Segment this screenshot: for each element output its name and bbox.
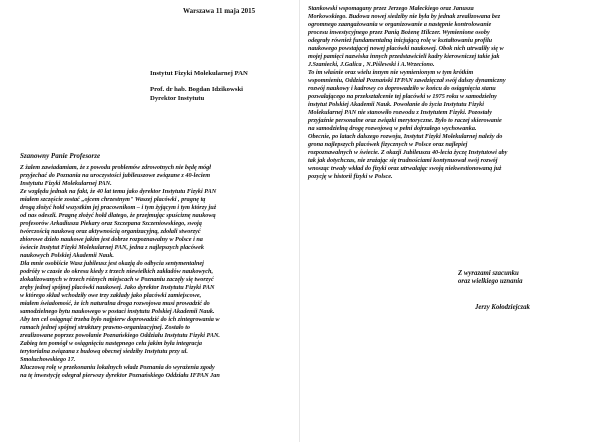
left-line: drogą złożyć hołd wszystkim jej pracownikom – i tym żyjącym i tym którzy już (20, 204, 217, 211)
right-line: tak jak dotychczas, nie zrażając się trudnościami kontynuował swój rozwój (308, 157, 498, 164)
right-line: naukowego powstającej nowej placówki naukowej. Obok nich utrwaliły się w (308, 45, 504, 52)
left-line: Dla mnie osobiście Wasz jubileusz jest okazją do odbycia sentymentalnej (20, 260, 204, 267)
left-line: naukowych Polskiej Akademii Nauk. (20, 252, 114, 259)
left-line: Z żalem zawiadamiam, że z powodu problemów zdrowotnych nie będę mógł (20, 164, 211, 171)
right-line: pozycję w historii fizyki w Polsce. (308, 173, 393, 180)
right-line: Morkowskiego. Budowa nowej siedziby nie była by jednak zrealizowana bez (308, 13, 501, 20)
left-line: miałem szczęście zostać „ojcem chrzestnym" Waszej placówki , pragnę tą (20, 196, 206, 203)
left-line: zręby jednej spójnej placówki naukowej. Jako dyrektor Instytutu Fizyki PAN (20, 284, 215, 291)
left-line: miałem świadomość, że ich naturalna droga rozwojowa musi prowadzić do (20, 300, 210, 307)
right-line: mojej pamięci nazwiska innych przedstawicieli kadry kierowniczej takie jak (308, 53, 500, 60)
salutation: Szanowny Panie Profesorze (20, 152, 101, 160)
signature-name: Jerzy Kołodziejczak (475, 304, 530, 311)
recipient-name: Prof. dr hab. Bogdan Idzikowski (150, 86, 244, 93)
recipient-title: Dyrektor Instytutu (150, 95, 205, 102)
right-line: instytut Polskiej Akademii Nauk. Powołanie do życia Instytutu Fizyki (308, 101, 484, 108)
left-line: świecie Instytut Fizyki Molekularnej PAN, jedna z najlepszych placówek (20, 244, 204, 251)
closing-line-1: Z wyrazami szacunku (458, 270, 519, 277)
left-line: podróży w czasie do okresu kiedy z trzech niewielkich zakładów naukowych, (20, 268, 214, 275)
left-line: Zabieg ten pomógł w osiągnięciu następnego celu jakim była integracja (20, 340, 203, 347)
right-line: grona najlepszych placówek fizycznych w Polsce oraz najlepiej (308, 141, 468, 148)
left-line: ramach jednej spójnej struktury prawno-organizacyjnej. Zostało to (20, 324, 191, 331)
letter-date: Warszawa 11 maja 2015 (183, 7, 256, 15)
left-line: w którego skład wchodziły owe trzy zakłady jako placówki zamiejscowe, (20, 292, 202, 299)
left-line: na tę inwestycję odegrał pierwszy dyrektor Poznańskiego Oddziału IFPAN Jan (20, 372, 220, 379)
right-line: na samodzielną drogę rozwojową w pełni dojrzałego wychowanka. (308, 125, 477, 132)
closing-line-2: oraz wielkiego uznania (458, 278, 523, 285)
right-line: Obecnie, po latach dalszego rozwoju, Instytut Fizyki Molekularnej należy do (308, 133, 503, 140)
right-line: Molekularnej PAN nie stanowiło rozwodu z Instytutem Fizyki. Pozostały (308, 109, 492, 116)
right-line: przyjaźnie personalne oraz związki merytoryczne. Było to raczej skierowanie (308, 117, 502, 124)
left-line: Ze względu jednak na fakt, że 40 lat temu jako dyrektor Instytutu Fizyki PAN (20, 188, 217, 195)
left-line: zbiorowe dzieło naukowe jakim jest dobrze rozpoznawalny w Polsce i na (20, 236, 203, 243)
right-line: Stankowski wspomagany przez Jerzego Małeckiego oraz Janusza (308, 5, 474, 12)
left-line: terytorialna związana z budową obecnej siedziby Instytutu przy ul. (20, 348, 188, 355)
letter-body-right (308, 5, 586, 181)
left-line: przyjechać do Poznania na uroczystości jubileuszowe związane z 40-leciem (20, 172, 211, 179)
right-line: rozpoznawalnych w świecie. Z okazji Jubileuszu 40-lecia życzę Instytutowi aby (308, 149, 508, 156)
left-line: Kluczową rolę w przekonaniu lokalnych władz Poznania do wyrażenia zgody (20, 364, 215, 371)
left-line: profesorów Arkadiusza Piekary oraz Szczepana Szczeniowskiego, swoją (20, 220, 202, 227)
left-line: twórczością naukową oraz aktywnością organizacyjną, zdołali stworzyć (20, 228, 201, 235)
letter-body-left (20, 164, 288, 380)
right-line: wspomnieniu, Oddział Poznański IFPAN zawdzięczał swój dalszy dynamiczny (308, 77, 506, 84)
left-line: samodzielnego bytu naukowego w postaci instytutu Polskiej Akademii Nauk. (20, 308, 215, 315)
right-line: To im właśnie oraz wielu innym nie wymienionym w tym krótkim (308, 69, 474, 76)
right-line: rozwój naukowy i kadrowy co doprowadziło w końcu do osiągnięcia stanu (308, 85, 496, 92)
right-line: pozwalającego na przekształcenie tej placówki w 1975 roku w samodzielny (308, 93, 497, 100)
left-line: Instytutu Fizyki Molekularnej PAN. (20, 180, 112, 187)
right-line: J.Szaniecki, J.Galica , N.Piślewski i A.Wrzeciono. (308, 61, 435, 68)
left-line: od nas odeszli. Pragnę złożyć hołd dlatego, że przejmując spuściznę naukową (20, 212, 216, 219)
right-line: ogromnego zaangażowania w organizowanie a następnie kontrolowanie (308, 21, 492, 28)
right-line: wnosząc trwały wkład do fizyki oraz utrwalając swoją niekwestionowaną już (308, 165, 502, 172)
left-line: zlokalizowanych w trzech różnych miejscach w Poznaniu zaczęły się tworzyć (20, 276, 214, 283)
left-line: Smoluchowskiego 17. (20, 356, 76, 363)
letter-page-right (300, 0, 600, 442)
right-line: odegrały również fundamentalną inicjującą rolę w kształtowaniu profilu (308, 37, 493, 44)
right-line: procesu inwestycyjnego przez Panią Bożenę Hilczer. Wymienione osoby (308, 29, 490, 36)
recipient-institution: Instytut Fizyki Molekularnej PAN (150, 70, 248, 77)
left-line: zrealizowane poprzez powołanie Poznańskiego Oddziału Instytutu Fizyki PAN. (20, 332, 220, 339)
left-line: Aby ten cel osiągnąć trzeba było najpierw doprowadzić do ich zintegrowania w (20, 316, 220, 323)
